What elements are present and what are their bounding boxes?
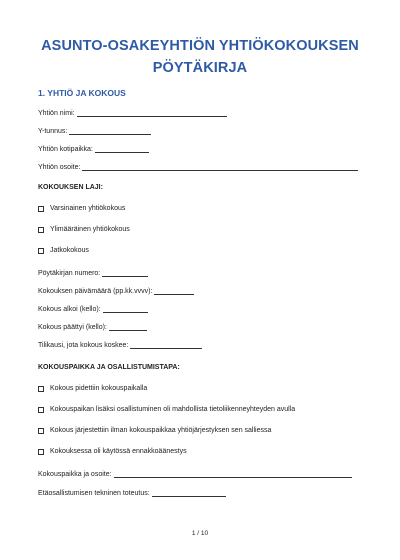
document-title-line2: PÖYTÄKIRJA: [152, 60, 248, 76]
checkbox-venue-remote[interactable]: [38, 406, 295, 413]
checkbox-box[interactable]: [38, 386, 44, 392]
meeting-end-line[interactable]: [109, 323, 147, 331]
meeting-type-heading: KOKOUKSEN LAJI:: [38, 184, 103, 191]
fiscal-year-label: Tilikausi, jota kokous koskee:: [38, 342, 129, 349]
fiscal-year-field[interactable]: [38, 341, 202, 349]
company-name-label: Yhtiön nimi:: [38, 110, 75, 117]
company-name-line[interactable]: [77, 109, 227, 117]
minutes-number-field[interactable]: [38, 269, 148, 277]
business-id-line[interactable]: [69, 127, 151, 135]
checkbox-venue-virtual[interactable]: [38, 427, 271, 434]
checkbox-label: Ylimääräinen yhtiökokous: [50, 226, 130, 233]
checkbox-venue-physical[interactable]: [38, 385, 147, 392]
business-id-label: Y-tunnus:: [38, 128, 68, 135]
address-label: Yhtiön osoite:: [38, 164, 81, 171]
domicile-line[interactable]: [95, 145, 149, 153]
domicile-label: Yhtiön kotipaikka:: [38, 146, 93, 153]
checkbox-box[interactable]: [38, 428, 44, 434]
checkbox-label: Kokous järjestettiin ilman kokouspaikkaa yhtiöjärjestyksen sen salliessa: [50, 427, 272, 434]
venue-address-line[interactable]: [114, 470, 352, 478]
meeting-date-line[interactable]: [154, 287, 194, 295]
remote-implementation-field[interactable]: [38, 489, 226, 497]
meeting-end-field[interactable]: [38, 323, 147, 331]
remote-implementation-label: Etäosallistumisen tekninen toteutus:: [38, 490, 150, 497]
venue-address-field[interactable]: [38, 470, 352, 478]
remote-implementation-line[interactable]: [152, 489, 226, 497]
checkbox-extraordinary-meeting[interactable]: [38, 226, 130, 233]
venue-heading: KOKOUSPAIKKA JA OSALLISTUMISTAPA:: [38, 364, 180, 371]
checkbox-advance-voting[interactable]: [38, 448, 187, 455]
checkbox-label: Kokous pidettiin kokouspaikalla: [50, 385, 148, 392]
meeting-start-label: Kokous alkoi (kello):: [38, 306, 101, 313]
checkbox-ordinary-meeting[interactable]: [38, 205, 125, 212]
fiscal-year-line[interactable]: [130, 341, 202, 349]
domicile-field[interactable]: [38, 145, 149, 153]
document-title-line1: ASUNTO-OSAKEYHTIÖN YHTIÖKOKOUKSEN: [41, 38, 359, 54]
checkbox-label: Kokouksessa oli käytössä ennakkoäänestys: [50, 448, 187, 455]
meeting-start-line[interactable]: [103, 305, 148, 313]
company-name-field[interactable]: [38, 109, 227, 117]
meeting-start-field[interactable]: [38, 305, 148, 313]
section-heading-company: 1. YHTIÖ JA KOKOUS: [38, 88, 126, 98]
page-number: 1 / 10: [191, 530, 209, 537]
checkbox-label: Kokouspaikan lisäksi osallistuminen oli mahdollista tietoliikenneyhteyden avulla: [50, 406, 296, 413]
meeting-date-label: Kokouksen päivämäärä (pp.kk.vvvv):: [38, 288, 153, 295]
checkbox-box[interactable]: [38, 248, 44, 254]
venue-address-label: Kokouspaikka ja osoite:: [38, 471, 112, 478]
checkbox-label: Varsinainen yhtiökokous: [50, 205, 126, 212]
meeting-end-label: Kokous päättyi (kello):: [38, 324, 107, 331]
checkbox-box[interactable]: [38, 407, 44, 413]
checkbox-box[interactable]: [38, 449, 44, 455]
business-id-field[interactable]: [38, 127, 151, 135]
minutes-number-line[interactable]: [102, 269, 148, 277]
meeting-date-field[interactable]: [38, 287, 194, 295]
checkbox-box[interactable]: [38, 227, 44, 233]
checkbox-continued-meeting[interactable]: [38, 247, 89, 254]
minutes-number-label: Pöytäkirjan numero:: [38, 270, 101, 277]
address-field[interactable]: [38, 163, 358, 171]
checkbox-box[interactable]: [38, 206, 44, 212]
address-line[interactable]: [82, 163, 358, 171]
checkbox-label: Jatkokokous: [50, 247, 89, 254]
